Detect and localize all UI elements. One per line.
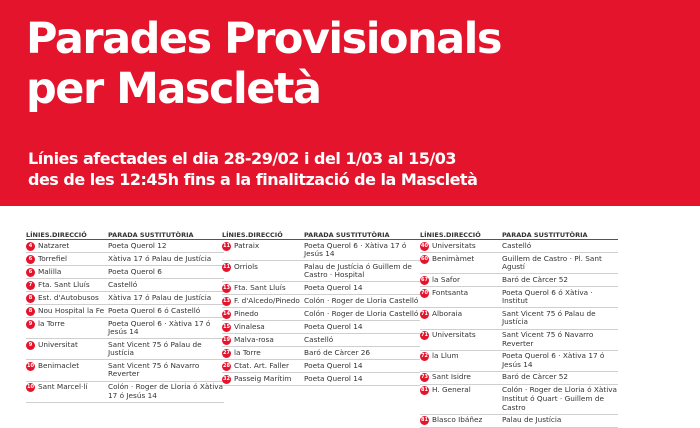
line-cell <box>420 255 502 272</box>
substitute-stop: Poeta Querol 6 <box>108 266 162 276</box>
substitute-stop: Poeta Querol 14 <box>304 321 363 331</box>
table-row <box>26 360 224 381</box>
line-destination: Universitats <box>432 240 476 250</box>
stops-table <box>0 206 700 425</box>
table-row <box>26 318 224 339</box>
column-header-stop: PARADA SUSTITUTÒRIA <box>108 231 194 239</box>
line-destination: Vinalesa <box>234 321 265 331</box>
substitute-stop: Poeta Querol 14 <box>304 282 363 292</box>
line-cell <box>26 255 108 264</box>
line-cell <box>26 268 108 277</box>
substitute-stop: Xàtiva 17 ó Palau de Justícia <box>108 253 212 263</box>
line-number-badge: 27 <box>223 349 230 356</box>
table-row <box>420 274 618 287</box>
table-row <box>420 308 618 329</box>
line-cell <box>420 310 502 327</box>
line-number-badge: 6 <box>26 268 35 277</box>
substitute-stop: Poeta Querol 14 <box>304 360 363 370</box>
line-destination: Orriols <box>234 261 258 271</box>
substitute-stop: Castelló <box>108 279 138 289</box>
table-row <box>26 266 224 279</box>
line-cell <box>26 242 108 251</box>
line-number-badge: 4 <box>26 242 35 251</box>
table-row <box>420 385 618 415</box>
line-destination: Sant Marcel·lí <box>38 382 88 392</box>
line-cell <box>26 383 108 400</box>
line-destination: F. d'Alcedo/Pinedo <box>234 295 300 305</box>
table-row <box>222 347 420 360</box>
substitute-stop: Poeta Querol 12 <box>108 240 167 250</box>
line-cell <box>222 263 304 280</box>
line-destination: Nou Hospital la Fe <box>38 305 105 315</box>
line-destination: Benimaclet <box>38 360 80 370</box>
substitute-stop: Colón · Roger de Lloria ó Xàtiva 17 ó Jesús 14 <box>108 382 224 400</box>
line-cell <box>420 373 502 382</box>
line-cell <box>222 242 304 259</box>
line-cell <box>26 341 108 358</box>
table-row <box>26 253 224 266</box>
table-row <box>222 321 420 334</box>
line-cell <box>420 289 502 306</box>
subtitle-line-1: Línies afectades el dia 28-29/02 i del 1/03 al 15/03 <box>28 149 456 168</box>
stops-column-2 <box>222 230 420 400</box>
table-row <box>222 308 420 321</box>
stops-column-3 <box>420 230 618 425</box>
line-number-badge: 73 <box>421 374 428 381</box>
line-number-badge: 11 <box>223 263 230 270</box>
line-number-badge: 40 <box>421 242 428 249</box>
line-number-badge: 6 <box>26 255 35 264</box>
substitute-stop: Poeta Querol 14 <box>304 373 363 383</box>
table-row <box>222 334 420 347</box>
table-row <box>26 279 224 292</box>
line-cell <box>222 310 304 319</box>
line-cell <box>420 386 502 412</box>
table-row <box>222 360 420 373</box>
column-header-line: LÍNIES.DIRECCIÓ <box>222 231 283 239</box>
substitute-stop: Baró de Càrcer 52 <box>502 274 569 284</box>
header-banner <box>0 0 700 206</box>
line-cell <box>420 416 502 425</box>
column-header <box>26 230 224 240</box>
column-header-line: LÍNIES.DIRECCIÓ <box>26 231 87 239</box>
line-cell <box>222 284 304 293</box>
line-number-badge: 81 <box>421 387 428 394</box>
line-number-badge: 14 <box>223 310 230 317</box>
table-row <box>26 339 224 360</box>
line-cell <box>420 242 502 251</box>
table-row <box>420 351 618 372</box>
line-destination: Torrefiel <box>38 253 67 263</box>
substitute-stop: Poeta Querol 6 · Xàtiva 17 ó Jesús 14 <box>108 318 211 337</box>
line-destination: Malilla <box>38 266 62 276</box>
line-cell <box>420 352 502 369</box>
column-header-stop: PARADA SUSTITUTÒRIA <box>502 231 588 239</box>
line-number-badge: 71 <box>421 332 428 339</box>
substitute-stop: Colón · Roger de Lloria ó Xàtiva Institut ó Quart · Guillem de Castro <box>502 385 618 412</box>
line-number-badge: 13 <box>223 297 230 304</box>
substitute-stop: Sant Vicent 75 ó Navarro Reverter <box>108 360 200 379</box>
line-destination: Fta. Sant Lluís <box>38 279 90 289</box>
column-header-stop: PARADA SUSTITUTÒRIA <box>304 231 390 239</box>
line-cell <box>420 331 502 348</box>
line-destination: Patraix <box>234 240 260 250</box>
line-destination: Natzaret <box>38 240 70 250</box>
line-cell <box>222 297 304 306</box>
line-cell <box>222 349 304 358</box>
line-number-badge: 81 <box>421 417 428 424</box>
line-number-badge: 32 <box>223 375 230 382</box>
line-cell <box>222 362 304 371</box>
table-row <box>420 372 618 385</box>
line-number-badge: 67 <box>421 276 428 283</box>
line-number-badge: 10 <box>27 384 34 391</box>
line-destination: Universitats <box>432 330 476 340</box>
line-number-badge: 8 <box>26 294 35 303</box>
line-cell <box>222 336 304 345</box>
line-cell <box>222 375 304 384</box>
line-number-badge: 8 <box>26 307 35 316</box>
line-cell <box>420 276 502 285</box>
line-cell <box>26 320 108 337</box>
column-header-line: LÍNIES.DIRECCIÓ <box>420 231 481 239</box>
line-destination: la Torre <box>234 347 261 357</box>
line-number-badge: 71 <box>421 310 428 317</box>
substitute-stop: Poeta Querol 6 ó Castelló <box>108 305 201 315</box>
substitute-stop: Sant Vicent 75 ó Palau de Justícia <box>502 308 596 327</box>
stops-column-1 <box>26 230 224 400</box>
line-destination: Pinedo <box>234 308 259 318</box>
substitute-stop: Colón · Roger de Lloria Castelló <box>304 295 419 305</box>
substitute-stop: Baró de Càrcer 52 <box>502 372 569 382</box>
substitute-stop: Sant Vicent 75 ó Palau de Justícia <box>108 339 202 358</box>
line-number-badge: 13 <box>223 284 230 291</box>
line-destination: H. General <box>432 385 471 395</box>
line-destination: Universitat <box>38 339 78 349</box>
line-destination: Blasco Ibáñez <box>432 415 483 425</box>
substitute-stop: Guillem de Castro · Pl. Sant Agustí <box>502 253 602 272</box>
substitute-stop: Sant Vicent 75 ó Navarro Reverter <box>502 330 594 348</box>
line-number-badge: 70 <box>421 289 428 296</box>
page-title <box>26 14 501 114</box>
line-destination: Passeig Marítim <box>234 373 292 383</box>
line-number-badge: 9 <box>26 341 35 350</box>
substitute-stop: Palau de Justícia <box>502 415 562 425</box>
line-number-badge: 10 <box>27 362 34 369</box>
line-number-badge: 15 <box>223 323 230 330</box>
table-row <box>420 415 618 428</box>
line-destination: Est. d'Autobusos <box>38 292 99 302</box>
line-destination: Benimàmet <box>432 253 475 263</box>
table-row <box>222 373 420 386</box>
substitute-stop: Xàtiva 17 ó Palau de Justícia <box>108 292 212 302</box>
line-destination: Ctat. Art. Faller <box>234 360 289 370</box>
substitute-stop: Poeta Querol 6 · Xàtiva 17 ó Jesús 14 <box>502 351 605 369</box>
table-row <box>222 295 420 308</box>
column-header <box>420 230 618 240</box>
title-line-2: per Mascletà <box>26 64 321 114</box>
line-cell <box>222 323 304 332</box>
table-row <box>420 253 618 274</box>
line-number-badge: 72 <box>421 353 428 360</box>
substitute-stop: Poeta Querol 6 ó Xàtiva · Institut <box>502 287 593 306</box>
table-row <box>26 382 224 403</box>
column-header <box>222 230 420 240</box>
substitute-stop: Colón · Roger de Lloria Castelló <box>304 308 419 318</box>
line-cell <box>26 294 108 303</box>
line-number-badge: 28 <box>223 362 230 369</box>
table-row <box>26 240 224 253</box>
table-row <box>222 261 420 282</box>
line-destination: la Safor <box>432 274 460 284</box>
line-destination: Fontsanta <box>432 287 469 297</box>
line-cell <box>26 281 108 290</box>
title-line-1: Parades Provisionals <box>26 14 501 64</box>
subtitle-line-2: des de les 12:45h fins a la finalització de la Mascletà <box>28 170 478 189</box>
line-destination: Fta. Sant Lluís <box>234 282 286 292</box>
line-number-badge: 11 <box>223 242 230 249</box>
header-red-strip <box>664 0 700 206</box>
table-row <box>222 240 420 261</box>
table-row <box>26 305 224 318</box>
line-number-badge: 7 <box>26 281 35 290</box>
table-row <box>26 292 224 305</box>
table-row <box>420 287 618 308</box>
table-row <box>222 282 420 295</box>
line-number-badge: 60 <box>421 255 428 262</box>
line-destination: Sant Isidre <box>432 372 471 382</box>
page-subtitle <box>28 148 477 190</box>
line-destination: la Torre <box>38 318 65 328</box>
line-destination: Alboraia <box>432 308 463 318</box>
line-destination: Malva-rosa <box>234 334 274 344</box>
substitute-stop: Castelló <box>304 334 334 344</box>
substitute-stop: Baró de Càrcer 26 <box>304 347 371 357</box>
table-row <box>420 240 618 253</box>
line-cell <box>26 307 108 316</box>
substitute-stop: Palau de Justícia ó Guillem de Castro · Hospital <box>304 261 412 280</box>
line-destination: la Llum <box>432 351 459 361</box>
line-number-badge: 19 <box>223 336 230 343</box>
table-row <box>420 330 618 351</box>
line-cell <box>26 362 108 379</box>
line-number-badge: 9 <box>26 320 35 329</box>
substitute-stop: Castelló <box>502 240 532 250</box>
substitute-stop: Poeta Querol 6 · Xàtiva 17 ó Jesús 14 <box>304 240 407 259</box>
